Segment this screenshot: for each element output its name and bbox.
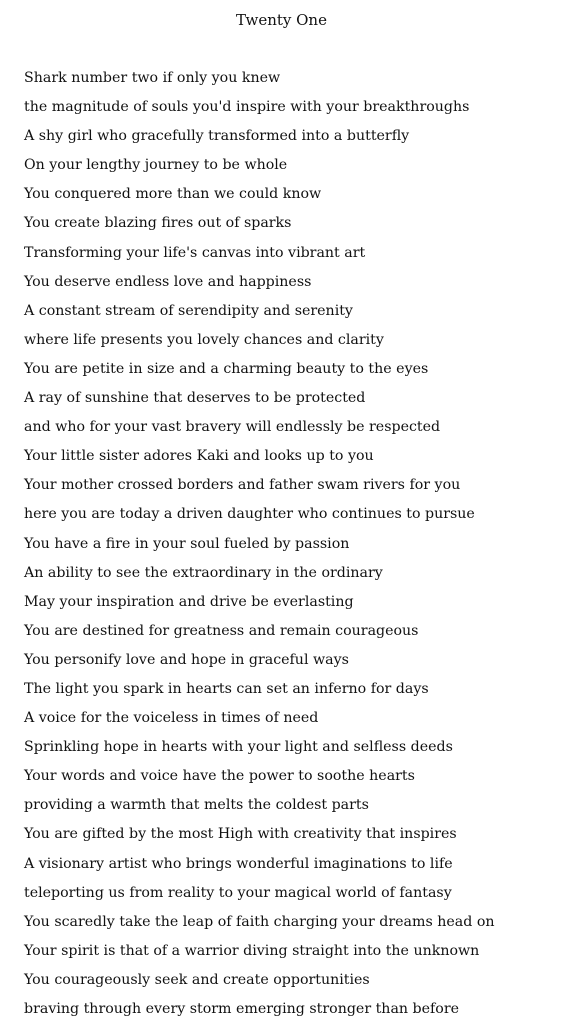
poem-line: A visionary artist who brings wonderful imaginations to life <box>24 855 453 872</box>
poem-line: You have a fire in your soul fueled by passion <box>24 535 350 552</box>
poem-line: Transforming your life's canvas into vibrant art <box>24 244 366 261</box>
poem-line: Your words and voice have the power to soothe hearts <box>24 768 415 785</box>
poem-line: the magnitude of souls you'd inspire with your breakthroughs <box>24 99 470 116</box>
poem-line: You deserve endless love and happiness <box>24 273 312 290</box>
poem-body <box>24 66 554 1026</box>
poem-line: Shark number two if only you knew <box>24 70 281 86</box>
poem-line: Sprinkling hope in hearts with your light and selfless deeds <box>24 739 453 756</box>
poem-line: The light you spark in hearts can set an inferno for days <box>24 680 429 697</box>
poem-line: You scaredly take the leap of faith charging your dreams head on <box>24 913 495 930</box>
poem-line: providing a warmth that melts the coldest parts <box>24 797 369 814</box>
poem-line: You conquered more than we could know <box>24 186 322 203</box>
poem-line: A voice for the voiceless in times of need <box>24 710 319 727</box>
poem-line: here you are today a driven daughter who continues to pursue <box>24 506 475 523</box>
poem-line: braving through every storm emerging stronger than before <box>24 1001 459 1017</box>
poem-line: You are destined for greatness and remain courageous <box>24 622 419 639</box>
poem-line: You are petite in size and a charming beauty to the eyes <box>24 360 429 377</box>
poem-line: May your inspiration and drive be everlasting <box>24 593 354 610</box>
poem-line: Your little sister adores Kaki and looks up to you <box>24 448 374 465</box>
poem-line: On your lengthy journey to be whole <box>24 157 288 174</box>
poem-title: Twenty One <box>236 11 327 29</box>
poem-line: teleporting us from reality to your magical world of fantasy <box>24 884 452 901</box>
poem-line: and who for your vast bravery will endlessly be respected <box>24 419 441 436</box>
poem-line: You personify love and hope in graceful ways <box>24 651 349 668</box>
poem-line: Your mother crossed borders and father swam rivers for you <box>24 477 461 494</box>
poem-line: You create blazing fires out of sparks <box>24 215 292 232</box>
poem-line: A shy girl who gracefully transformed into a butterfly <box>24 128 410 145</box>
poem-line: An ability to see the extraordinary in the ordinary <box>24 564 383 581</box>
poem-line: A ray of sunshine that deserves to be protected <box>24 390 366 407</box>
poem-line: You courageously seek and create opportunities <box>24 971 370 988</box>
poem-line: A constant stream of serendipity and serenity <box>24 302 353 319</box>
poem-line: where life presents you lovely chances and clarity <box>24 331 384 348</box>
poem-line: You are gifted by the most High with creativity that inspires <box>24 826 457 843</box>
poem-line: Your spirit is that of a warrior diving straight into the unknown <box>24 942 480 959</box>
